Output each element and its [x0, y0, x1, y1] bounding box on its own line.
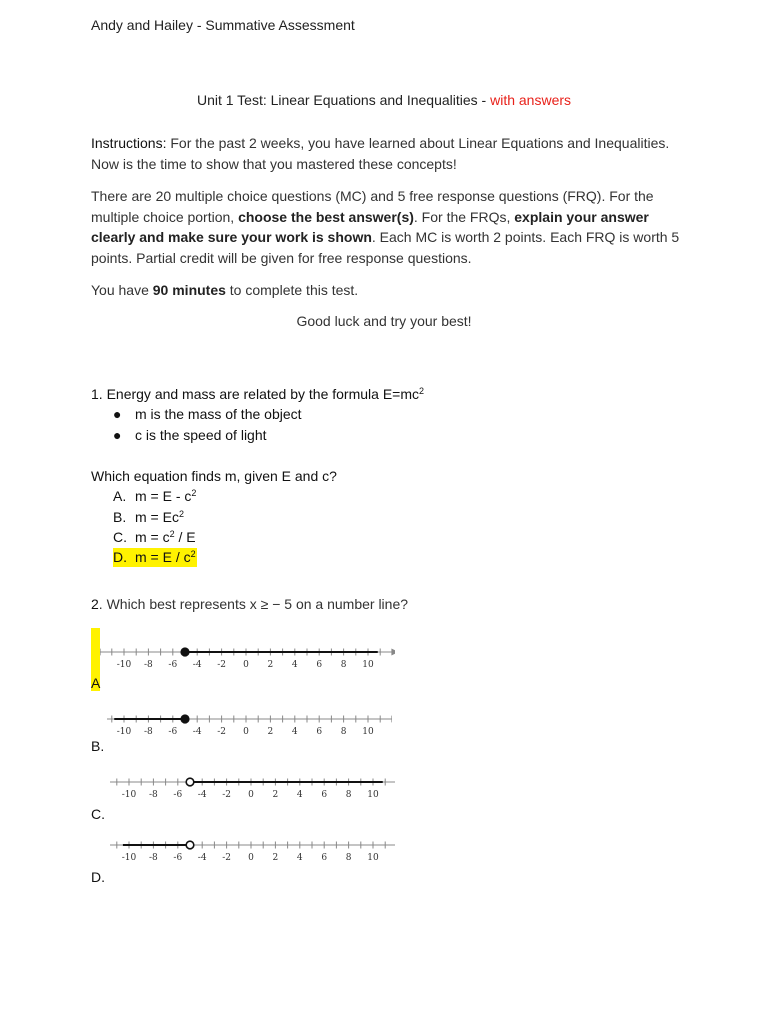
tick-label: -8: [149, 790, 158, 800]
tick-label: 2: [272, 853, 279, 863]
page-header: Andy and Hailey - Summative Assessment: [91, 17, 355, 33]
tick-label: 4: [296, 853, 303, 863]
q2-option-b-label[interactable]: B.: [91, 738, 105, 754]
axis-arrow-right: [391, 716, 392, 723]
tick-label: 10: [367, 853, 379, 863]
q1-bullet-1: ● m is the mass of the object: [113, 406, 302, 422]
closed-endpoint: [181, 648, 189, 656]
tick-label: -10: [121, 790, 137, 800]
tick-label: 0: [243, 660, 249, 670]
q1-option-d-answer[interactable]: D. $m = E / c^2$: [113, 549, 196, 565]
instructions-paragraph: [91, 133, 681, 174]
number-line-d: [110, 833, 395, 867]
tick-label: 6: [321, 853, 328, 863]
q1-option-a[interactable]: A. $m = E - c^2$: [113, 488, 197, 504]
axis-arrow-right: [391, 649, 395, 656]
tick-label: 8: [345, 790, 352, 800]
q1-bullet-2: ● c is the speed of light: [113, 427, 267, 443]
tick-label: -6: [168, 727, 178, 737]
question-2-stem: 2. Which best represents x ≥ − 5 on a number line?: [91, 596, 409, 612]
format-paragraph: There are 20 multiple choice questions (MC) and 5 free response questions (FRQ). For the multiple choice portion, choose the best answer(s). For the FRQs, explain your answer clearly and make sure your work is shown. Each MC is worth 2 points. Each FRQ is worth 5 points. Partial credit will be given for free response questions.: [91, 188, 680, 266]
tick-label: -2: [222, 790, 231, 800]
tick-label: -6: [168, 660, 178, 670]
tick-label: -2: [217, 727, 226, 737]
tick-label: 4: [291, 727, 298, 737]
tick-label: -10: [121, 853, 137, 863]
tick-label: 8: [345, 853, 352, 863]
closed-endpoint: [181, 715, 189, 723]
q2-option-a-label[interactable]: A: [91, 675, 101, 691]
tick-label: 0: [248, 790, 254, 800]
tick-label: -4: [197, 790, 207, 800]
tick-label: 0: [248, 853, 254, 863]
q1-option-b[interactable]: B. $m = Ec^2$: [113, 509, 184, 525]
tick-label: 6: [321, 790, 328, 800]
tick-label: 0: [243, 727, 249, 737]
tick-label: -6: [173, 853, 183, 863]
question-1-prompt: Which equation finds m, given E and c?: [91, 468, 337, 484]
tick-label: -8: [144, 660, 153, 670]
tick-label: -4: [192, 727, 202, 737]
number-line-a: [100, 640, 395, 674]
tick-label: 8: [340, 727, 347, 737]
tick-label: -6: [173, 790, 183, 800]
good-luck-text: Good luck and try your best!: [296, 313, 472, 329]
tick-label: 8: [340, 660, 347, 670]
open-endpoint: [186, 778, 194, 786]
tick-label: -10: [116, 727, 132, 737]
title-text: Unit 1 Test: Linear Equations and Inequalities -: [196, 92, 491, 108]
time-paragraph: You have 90 minutes to complete this test.: [91, 282, 359, 298]
instructions-label: Instructions:: [91, 135, 167, 151]
tick-label: -10: [116, 660, 132, 670]
open-endpoint: [186, 841, 194, 849]
tick-label: -4: [197, 853, 207, 863]
tick-label: 2: [272, 790, 279, 800]
q1-option-c[interactable]: C. $m = c^2 / E$: [113, 529, 196, 545]
tick-label: -2: [222, 853, 231, 863]
tick-label: -4: [192, 660, 202, 670]
tick-label: 10: [362, 727, 374, 737]
tick-label: 4: [296, 790, 303, 800]
instructions-text: For the past 2 weeks, you have learned about Linear Equations and Inequalities. Now is the time to show that you mastered these concepts!: [91, 135, 670, 172]
tick-label: 2: [267, 727, 274, 737]
tick-label: -8: [149, 853, 158, 863]
tick-label: 4: [291, 660, 298, 670]
title-accent: with answers: [490, 92, 572, 108]
number-line-b: [107, 706, 392, 740]
tick-label: 6: [316, 660, 323, 670]
test-title: [0, 92, 768, 108]
axis-arrow-left: [100, 649, 101, 656]
tick-label: 2: [267, 660, 274, 670]
tick-label: -2: [217, 660, 226, 670]
tick-label: -8: [144, 727, 153, 737]
tick-label: 10: [362, 660, 374, 670]
q2-option-d-label[interactable]: D.: [91, 869, 105, 885]
q2-option-c-label[interactable]: C.: [91, 806, 105, 822]
tick-label: 10: [367, 790, 379, 800]
question-1-stem: 1. Energy and mass are related by the formula $E=mc^2$: [91, 386, 425, 402]
tick-label: 6: [316, 727, 323, 737]
number-line-c: [110, 770, 395, 804]
